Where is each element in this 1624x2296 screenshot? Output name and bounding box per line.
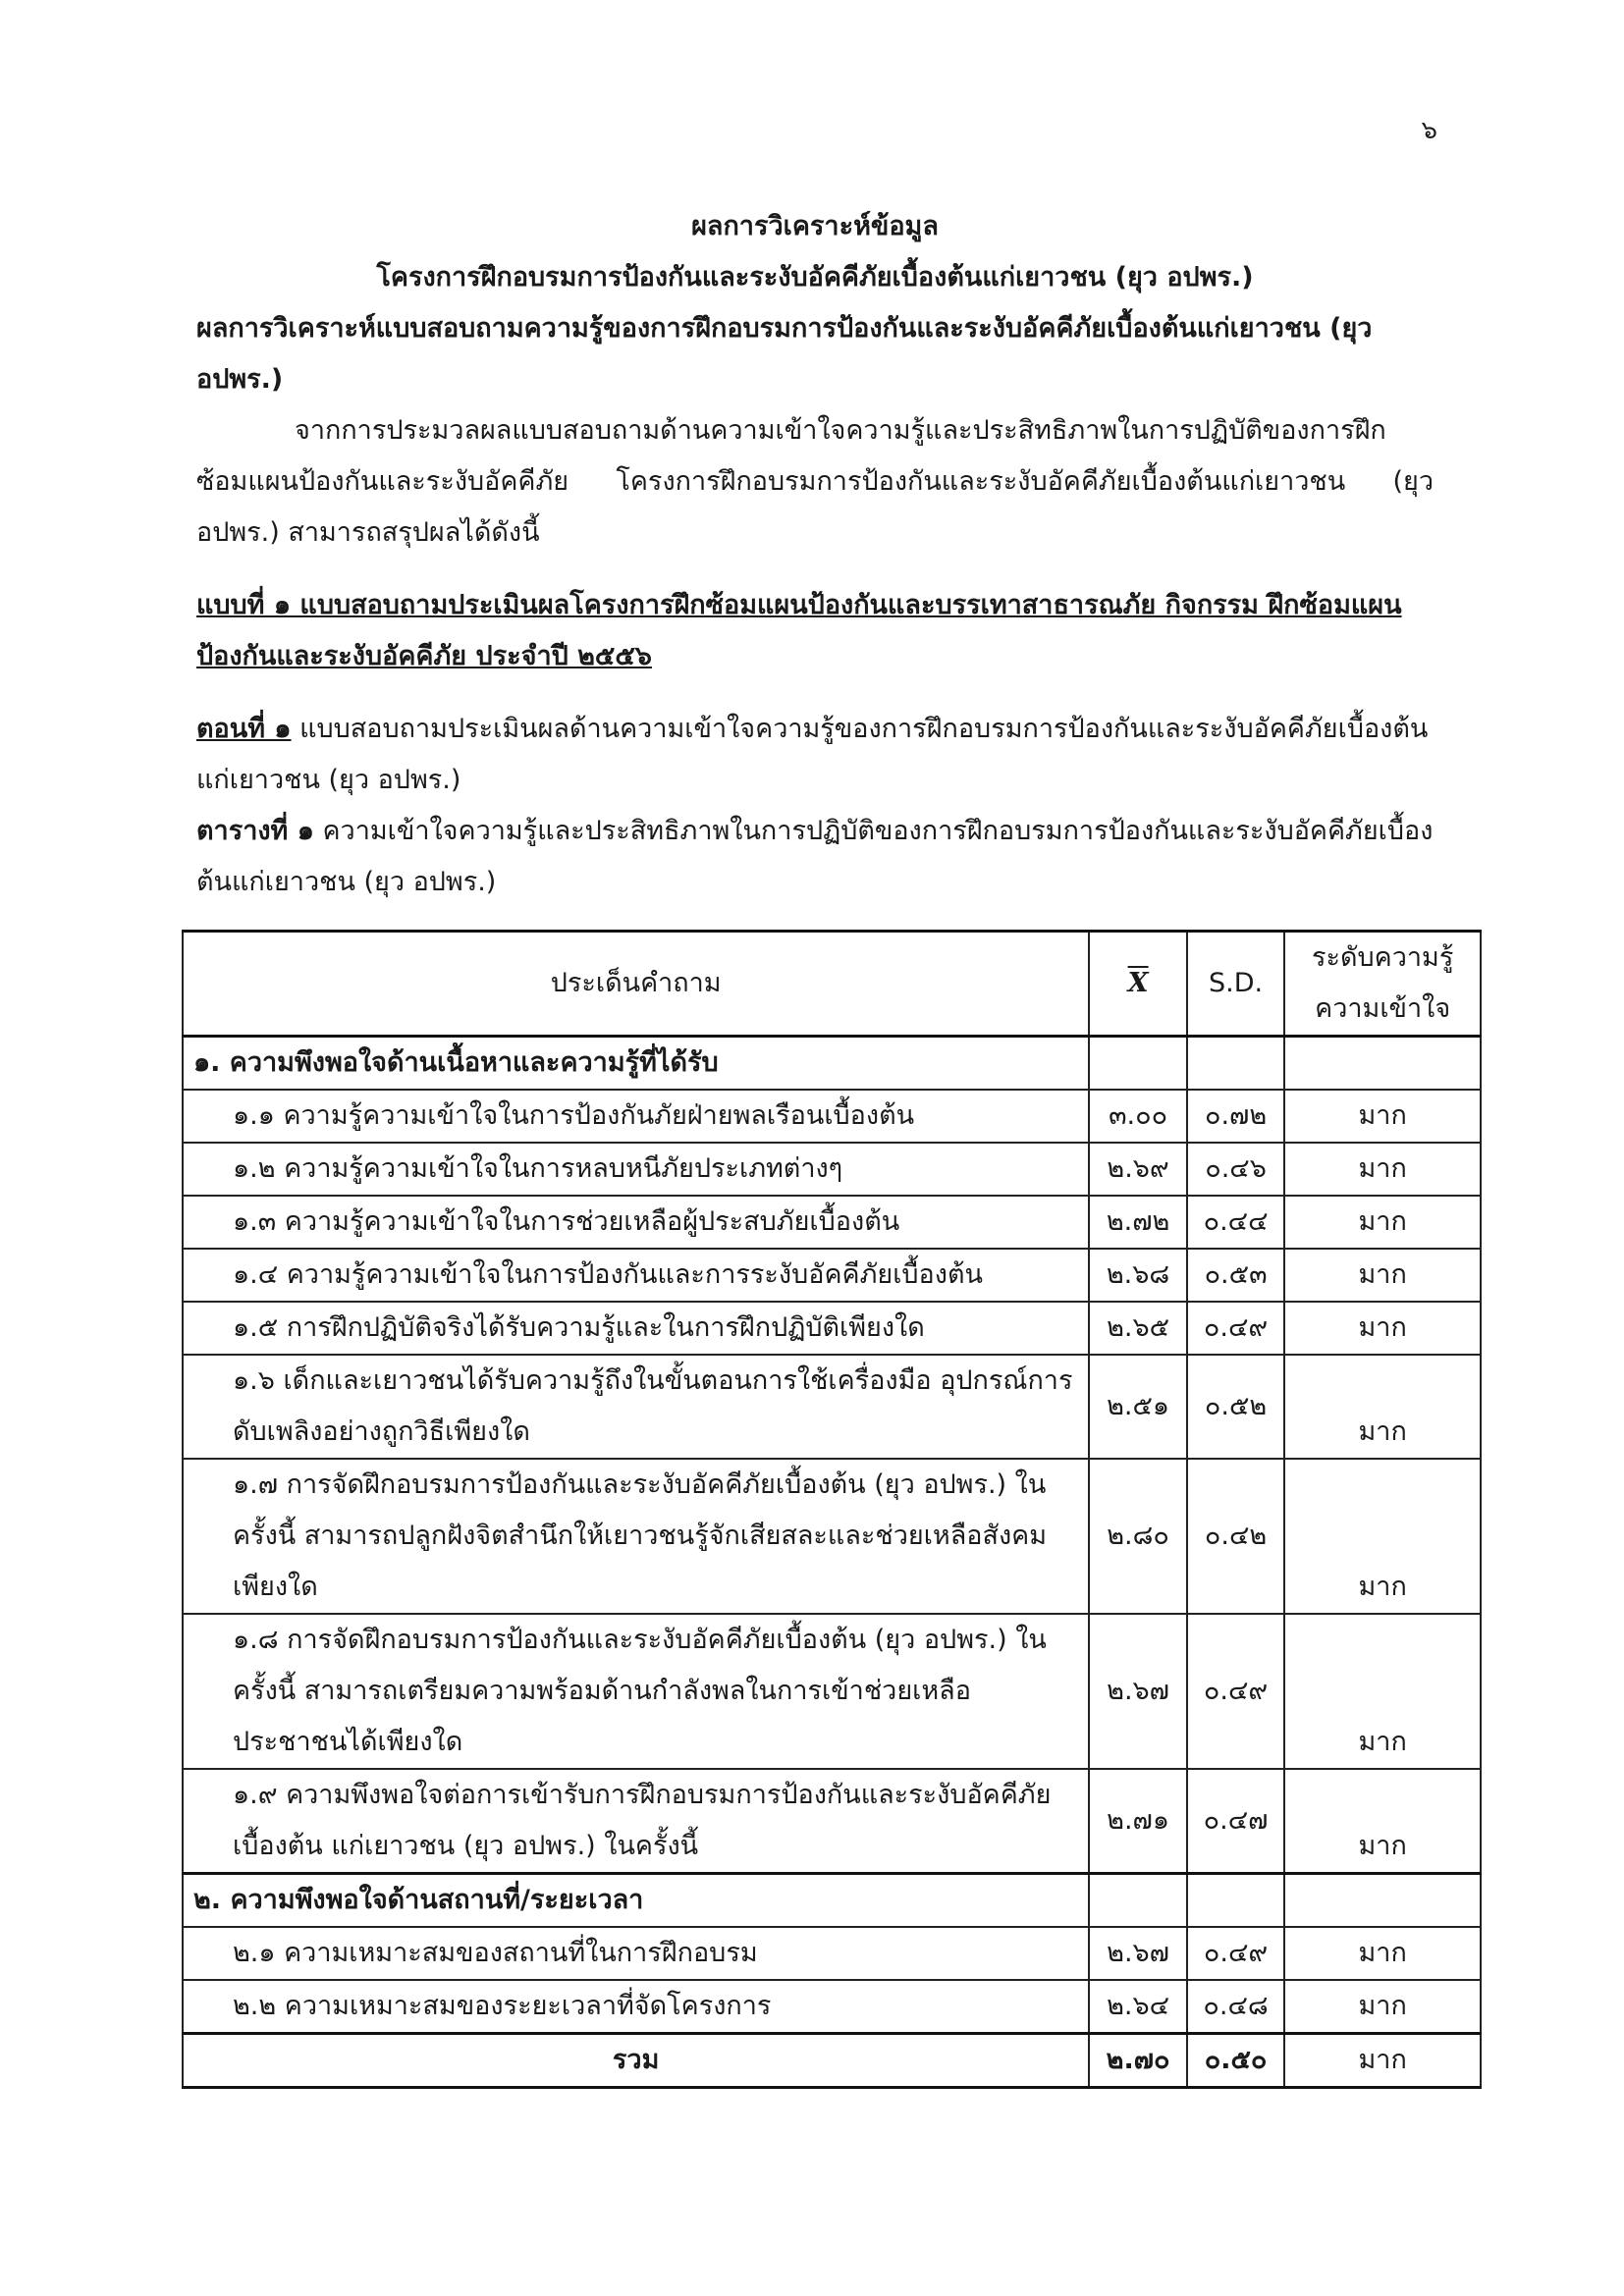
total-row [183, 2034, 1481, 2088]
sd-cell: ๐.๔๗ [1187, 1769, 1285, 1874]
total-level: มาก [1284, 2034, 1481, 2088]
question-cell: ๑.๔ ความรู้ความเข้าใจในการป้องกันและการระงับอัคคีภัยเบื้องต้น [183, 1249, 1089, 1302]
sd-cell: ๐.๗๒ [1187, 1090, 1285, 1143]
category-row [183, 1037, 1481, 1091]
table-caption-text: ความเข้าใจความรู้และประสิทธิภาพในการปฏิบัติของการฝึกอบรมการป้องกันและระงับอัคคีภัยเบื้องต้นแก่เยาวชน (ยุว อปพร.) [196, 816, 1434, 897]
question-cell: ๑.๗ การจัดฝึกอบรมการป้องกันและระงับอัคคีภัยเบื้องต้น (ยุว อปพร.) ในครั้งนี้ สามารถปลูกฝังจิตสำนึกให้เยาวชนรู้จักเสียสละและช่วยเหลือสังคมเพียงใด [183, 1459, 1089, 1614]
sd-cell: ๐.๔๒ [1187, 1459, 1285, 1614]
section-title: ผลการวิเคราะห์แบบสอบถามความรู้ของการฝึกอบรมการป้องกันและระงับอัคคีภัยเบื้องต้นแก่เยาวชน (ยุว อปพร.) [196, 313, 1373, 395]
mean-cell: ๒.๖๙ [1089, 1143, 1186, 1196]
table-header-row [183, 932, 1481, 1037]
mean-cell: ๒.๗๑ [1089, 1769, 1186, 1874]
table-row [183, 1355, 1481, 1459]
table-row [183, 1769, 1481, 1874]
question-cell: ๑.๙ ความพึงพอใจต่อการเข้ารับการฝึกอบรมการป้องกันและระงับอัคคีภัยเบื้องต้น แก่เยาวชน (ยุว อปพร.) ในครั้งนี้ [183, 1769, 1089, 1874]
mean-cell: ๒.๘๐ [1089, 1459, 1186, 1614]
table-row [183, 1196, 1481, 1249]
document-body [193, 201, 1454, 2089]
table-row [183, 1249, 1481, 1302]
part-label: ตอนที่ ๑ [196, 714, 292, 744]
sd-cell: ๐.๔๖ [1187, 1143, 1285, 1196]
question-cell: ๑.๘ การจัดฝึกอบรมการป้องกันและระงับอัคคีภัยเบื้องต้น (ยุว อปพร.) ในครั้งนี้ สามารถเตรียมความพร้อมด้านกำลังพลในการเข้าช่วยเหลือประชาชนได้เพียงใด [183, 1614, 1089, 1769]
table-row [183, 1980, 1481, 2034]
mean-cell: ๒.๖๔ [1089, 1980, 1186, 2034]
question-cell: ๒.๒ ความเหมาะสมของระยะเวลาที่จัดโครงการ [183, 1980, 1089, 2034]
header-mean [1089, 932, 1186, 1037]
level-cell: มาก [1284, 1090, 1481, 1143]
sd-cell: ๐.๔๘ [1187, 1980, 1285, 2034]
level-cell: มาก [1284, 1980, 1481, 2034]
level-cell: มาก [1284, 1769, 1481, 1874]
sd-cell: ๐.๔๙ [1187, 1927, 1285, 1980]
question-cell: ๑.๖ เด็กและเยาวชนได้รับความรู้ถึงในขั้นตอนการใช้เครื่องมือ อุปกรณ์การดับเพลิงอย่างถูกวิธีเพียงใด [183, 1355, 1089, 1459]
header-question: ประเด็นคำถาม [183, 932, 1089, 1037]
level-cell: มาก [1284, 1927, 1481, 1980]
table-row [183, 1459, 1481, 1614]
question-cell: ๑.๕ การฝึกปฏิบัติจริงได้รับความรู้และในการฝึกปฏิบัติเพียงใด [183, 1302, 1089, 1355]
table-caption [196, 806, 1434, 908]
sd-cell: ๐.๕๓ [1187, 1249, 1285, 1302]
question-cell: ๑.๒ ความรู้ความเข้าใจในการหลบหนีภัยประเภทต่างๆ [183, 1143, 1089, 1196]
level-cell: มาก [1284, 1614, 1481, 1769]
mean-cell: ๒.๖๗ [1089, 1927, 1186, 1980]
sd-cell: ๐.๔๔ [1187, 1196, 1285, 1249]
results-table [182, 930, 1482, 2089]
category-title: ๒. ความพึงพอใจด้านสถานที่/ระยะเวลา [183, 1874, 1089, 1928]
level-cell: มาก [1284, 1143, 1481, 1196]
question-cell: ๑.๑ ความรู้ความเข้าใจในการป้องกันภัยฝ่ายพลเรือนเบื้องต้น [183, 1090, 1089, 1143]
table-row [183, 1143, 1481, 1196]
page-number: ๖ [1421, 116, 1437, 145]
level-cell: มาก [1284, 1302, 1481, 1355]
category-row [183, 1874, 1481, 1928]
intro-paragraph: จากการประมวลผลแบบสอบถามด้านความเข้าใจความรู้และประสิทธิภาพในการปฏิบัติของการฝึกซ้อมแผนป้องกันและระงับอัคคีภัย โครงการฝึกอบรมการป้องกันและระงับอัคคีภัยเบื้องต้นแก่เยาวชน (ยุว อปพร.) สามารถสรุปผลได้ดังนี้ [196, 415, 1434, 548]
mean-symbol: $\overline{X}$ [1127, 968, 1149, 998]
level-cell: มาก [1284, 1459, 1481, 1614]
total-label: รวม [183, 2034, 1089, 2088]
sd-cell: ๐.๔๙ [1187, 1302, 1285, 1355]
header-level: ระดับความรู้ความเข้าใจ [1284, 932, 1481, 1037]
mean-cell: ๓.๐๐ [1089, 1090, 1186, 1143]
table-row [183, 1090, 1481, 1143]
total-mean: ๒.๗๐ [1089, 2034, 1186, 2088]
total-sd: ๐.๕๐ [1187, 2034, 1285, 2088]
mean-cell: ๒.๖๕ [1089, 1302, 1186, 1355]
table-caption-label: ตารางที่ ๑ [196, 816, 314, 846]
level-cell: มาก [1284, 1249, 1481, 1302]
question-cell: ๑.๓ ความรู้ความเข้าใจในการช่วยเหลือผู้ประสบภัยเบื้องต้น [183, 1196, 1089, 1249]
part-text: แบบสอบถามประเมินผลด้านความเข้าใจความรู้ของการฝึกอบรมการป้องกันและระงับอัคคีภัยเบื้องต้นแก่เยาวชน (ยุว อปพร.) [196, 714, 1429, 795]
mean-cell: ๒.๖๗ [1089, 1614, 1186, 1769]
sd-cell: ๐.๔๙ [1187, 1614, 1285, 1769]
level-cell: มาก [1284, 1196, 1481, 1249]
mean-cell: ๒.๕๑ [1089, 1355, 1186, 1459]
project-title: โครงการฝึกอบรมการป้องกันและระงับอัคคีภัยเบื้องต้นแก่เยาวชน (ยุว อปพร.) [376, 262, 1254, 293]
category-title: ๑. ความพึงพอใจด้านเนื้อหาและความรู้ที่ได้รับ [183, 1037, 1089, 1091]
form-title: แบบที่ ๑ แบบสอบถามประเมินผลโครงการฝึกซ้อมแผนป้องกันและบรรเทาสาธารณภัย กิจกรรม ฝึกซ้อมแผนป้องกันและระงับอัคคีภัย ประจำปี ๒๕๕๖ [196, 590, 1402, 671]
mean-cell: ๒.๖๘ [1089, 1249, 1186, 1302]
question-cell: ๒.๑ ความเหมาะสมของสถานที่ในการฝึกอบรม [183, 1927, 1089, 1980]
part-heading [196, 704, 1434, 806]
header-sd: S.D. [1187, 932, 1285, 1037]
table-row [183, 1614, 1481, 1769]
sd-cell: ๐.๕๒ [1187, 1355, 1285, 1459]
mean-cell: ๒.๗๒ [1089, 1196, 1186, 1249]
table-row [183, 1302, 1481, 1355]
doc-title: ผลการวิเคราะห์ข้อมูล [691, 211, 939, 241]
table-row [183, 1927, 1481, 1980]
level-cell: มาก [1284, 1355, 1481, 1459]
